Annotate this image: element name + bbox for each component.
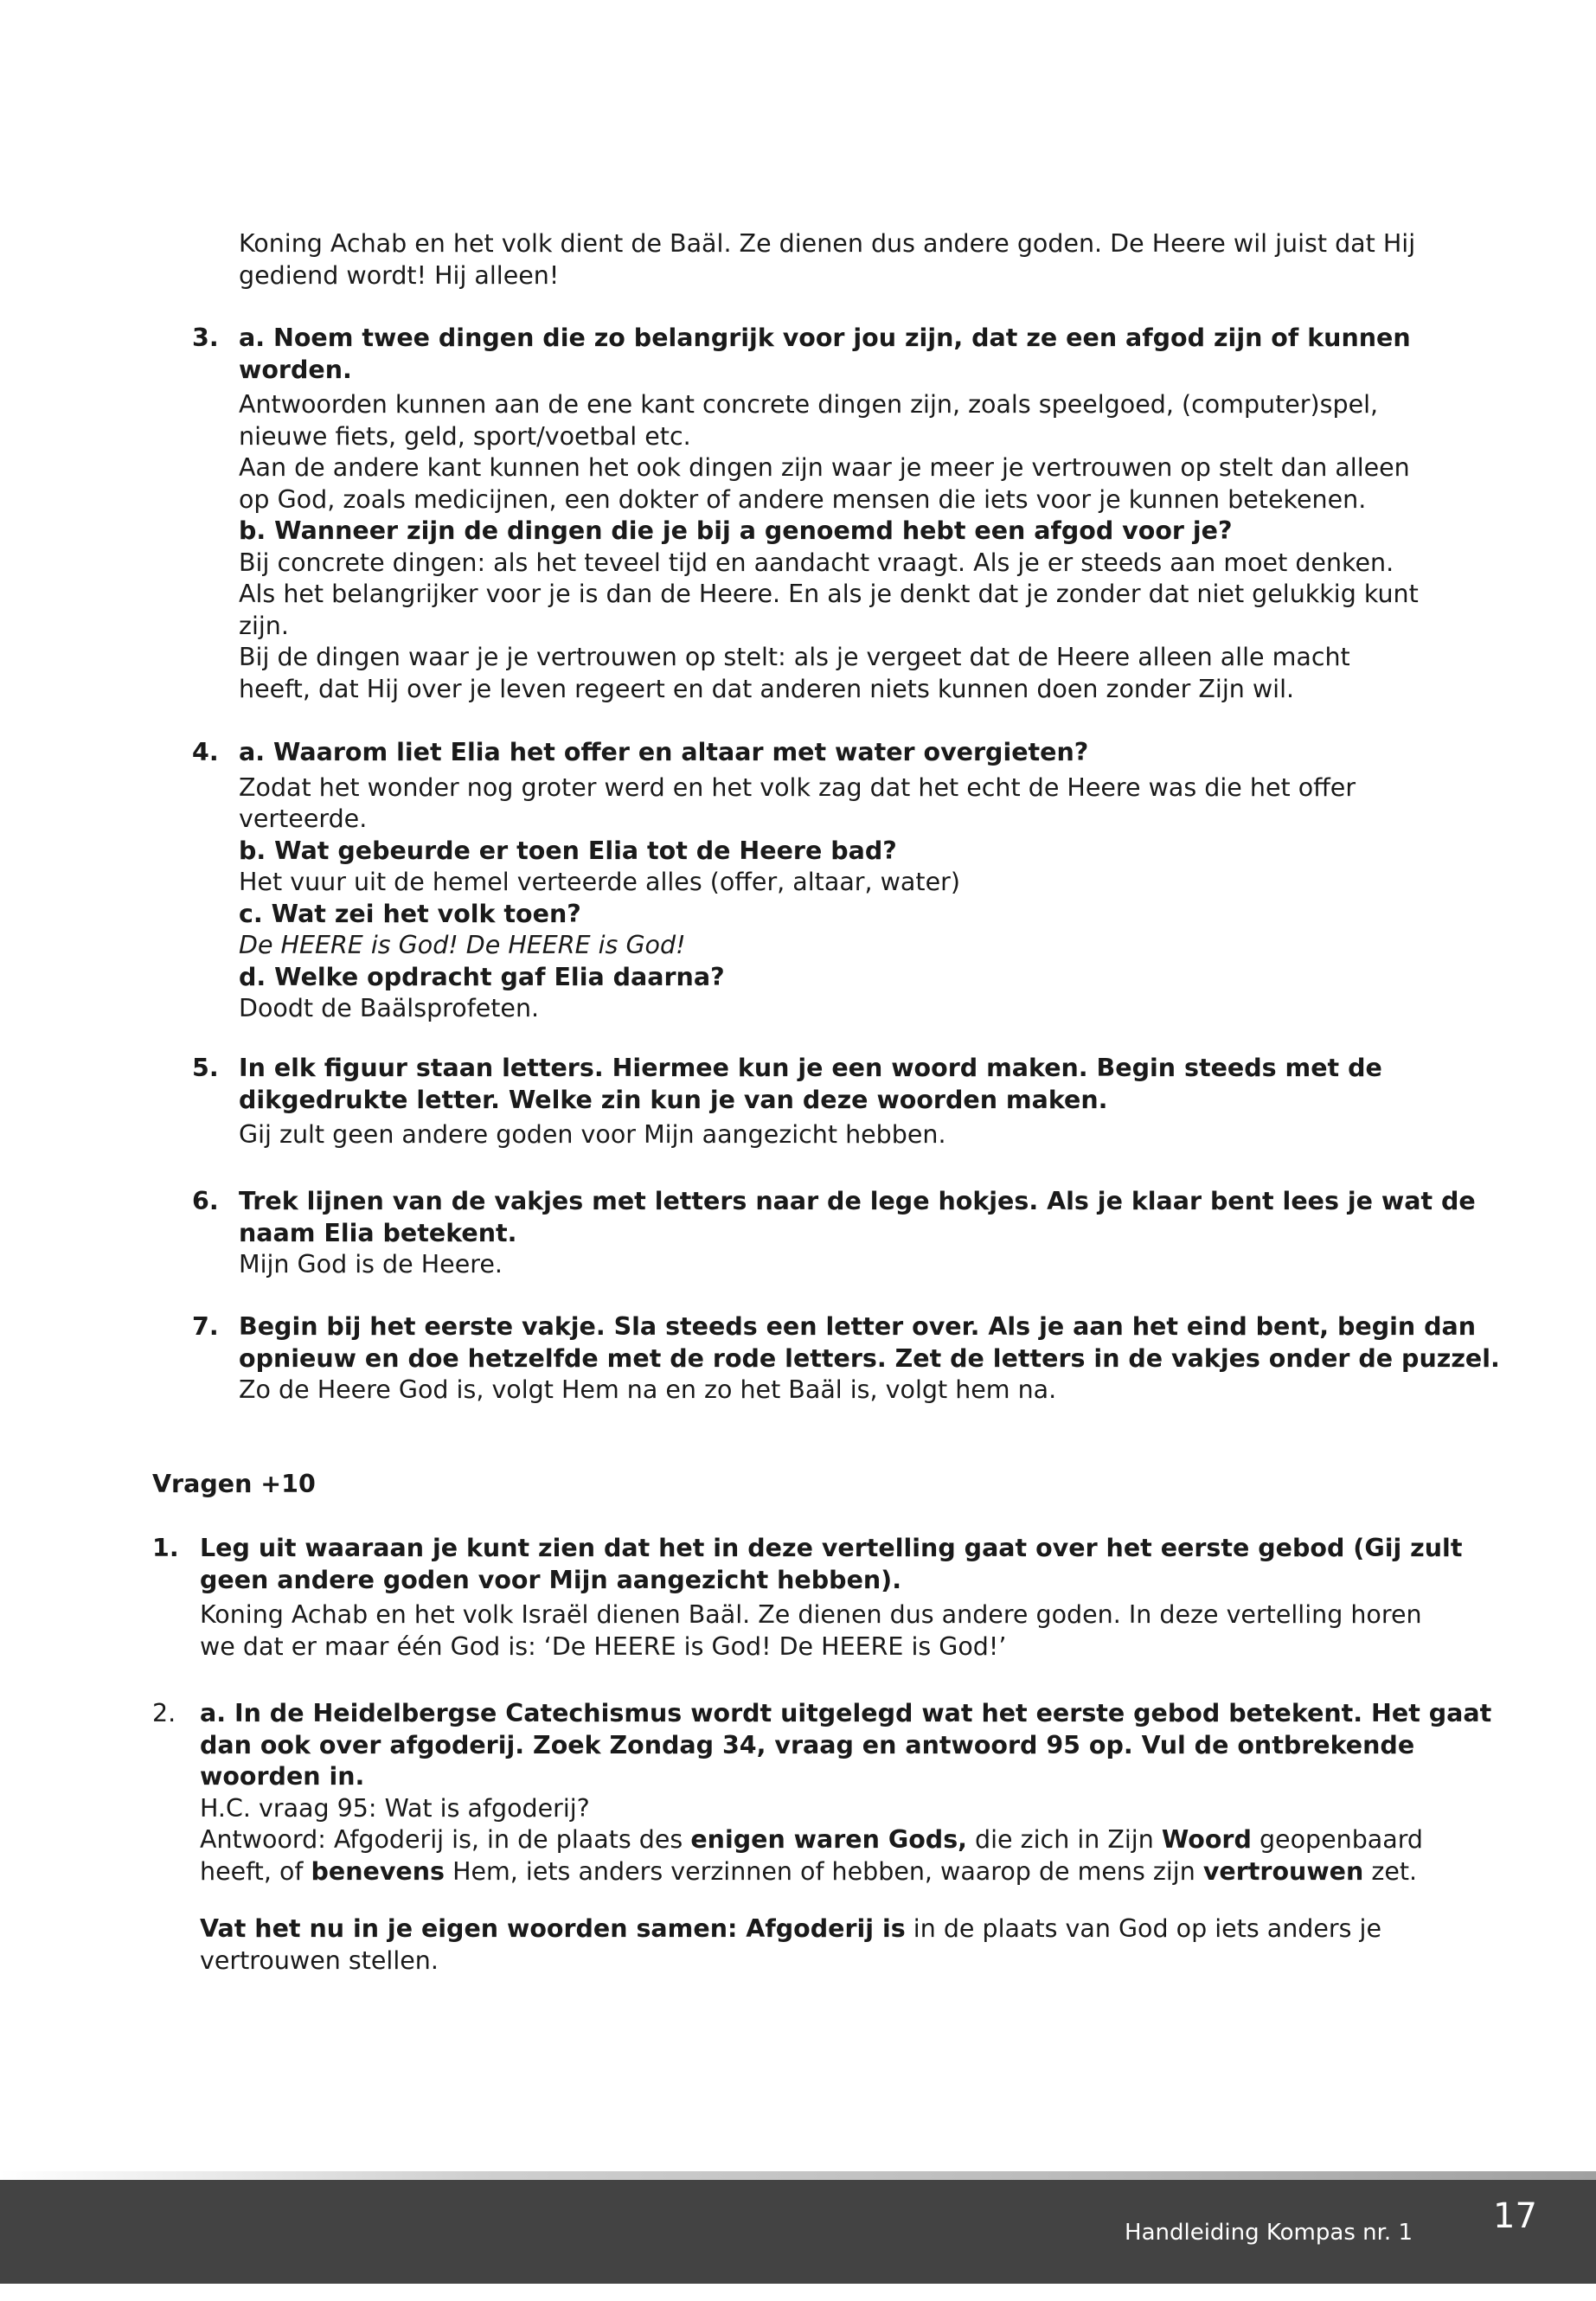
question-4: [239, 737, 1356, 1025]
answer-3a: Aan de andere kant kunnen het ook dingen zijn waar je meer je vertrouwen op stelt dan alleen: [239, 453, 1410, 482]
hc-answer-text: heeft, of: [200, 1856, 311, 1886]
summary-line-1: [200, 1913, 1381, 1945]
answer-7: Zo de Heere God is, volgt Hem na en zo het Baäl is, volgt hem na.: [239, 1375, 1057, 1404]
question-3b: b. Wanneer zijn de dingen die je bij a genoemd hebt een afgod voor je?: [239, 516, 1233, 545]
answer-3b: zijn.: [239, 611, 289, 640]
hc-answer-line-1: [200, 1824, 1491, 1856]
question-5-text: dikgedrukte letter. Welke zin kun je van deze woorden maken.: [239, 1085, 1108, 1114]
question-5-text: In elk figuur staan letters. Hiermee kun je een woord maken. Begin steeds met de: [239, 1054, 1382, 1082]
answer-3b: Bij de dingen waar je je vertrouwen op stelt: als je vergeet dat de Heere alleen alle macht: [239, 643, 1350, 671]
hc-answer-filled-word: vertrouwen: [1202, 1856, 1364, 1886]
plus-question-number-2: 2.: [152, 1699, 176, 1727]
intro-line: Koning Achab en het volk dient de Baäl. Ze dienen dus andere goden. De Heere wil juist dat Hij: [239, 229, 1416, 258]
question-3: [239, 323, 1419, 705]
question-4a: a. Waarom liet Elia het offer en altaar met water overgieten?: [239, 738, 1089, 766]
answer-3b: Bij concrete dingen: als het teveel tijd en aandacht vraagt. Als je er steeds aan moet denken.: [239, 548, 1394, 577]
hc-answer-text: Hem, iets anders verzinnen of hebben, waarop de mens zijn: [445, 1856, 1203, 1886]
question-4b: b. Wat gebeurde er toen Elia tot de Heere bad?: [239, 836, 897, 865]
summary-prompt: Vat het nu in je eigen woorden samen: Afgoderij is: [200, 1914, 906, 1943]
summary-line-2: vertrouwen stellen.: [200, 1945, 439, 1975]
question-number-3: 3.: [192, 324, 219, 352]
plus-question-2-text: woorden in.: [200, 1762, 365, 1791]
question-7-text: opnieuw en doe hetzelfde met de rode letters. Zet de letters in de vakjes onder de puzzel.: [239, 1343, 1500, 1373]
answer-3a: op God, zoals medicijnen, een dokter of andere mensen die iets voor je kunnen betekenen.: [239, 484, 1367, 514]
question-number-7: 7.: [192, 1312, 219, 1341]
plus-question-1: [200, 1533, 1462, 1663]
answer-4d: Doodt de Baälsprofeten.: [239, 994, 540, 1022]
hc-answer-text: geopenbaard: [1251, 1825, 1424, 1854]
hc-answer-filled-word: benevens: [311, 1856, 445, 1886]
hc-answer-line-2: [200, 1856, 1491, 1888]
hc-answer-text: die zich in Zijn: [966, 1825, 1162, 1854]
answer-3a: nieuwe fiets, geld, sport/voetbal etc.: [239, 421, 691, 451]
answer-4b: Het vuur uit de hemel verteerde alles (offer, altaar, water): [239, 868, 960, 896]
question-number-5: 5.: [192, 1054, 219, 1082]
answer-4a: verteerde.: [239, 804, 368, 833]
question-3a: worden.: [239, 355, 352, 384]
summary-answer: in de plaats van God op iets anders je: [905, 1914, 1381, 1943]
answer-6: Mijn God is de Heere.: [239, 1250, 503, 1279]
plus-question-2-text: a. In de Heidelbergse Catechismus wordt uitgelegd wat het eerste gebod betekent. Het gaat: [200, 1699, 1492, 1727]
plus-question-1-text: Leg uit waaraan je kunt zien dat het in deze vertelling gaat over het eerste gebod (Gij zult: [200, 1534, 1463, 1562]
plus-answer-1: Koning Achab en het volk Israël dienen Baäl. Ze dienen dus andere goden. In deze vertelling horen: [200, 1600, 1422, 1629]
plus-answer-1: we dat er maar één God is: ‘De HEERE is God! De HEERE is God!’: [200, 1631, 1007, 1661]
question-6: [239, 1186, 1476, 1281]
section-title: Vragen +10: [152, 1470, 316, 1498]
hc-answer-filled-word: enigen waren Gods,: [690, 1825, 967, 1854]
plus-question-number-1: 1.: [152, 1534, 179, 1562]
footer-title: Handleiding Kompas nr. 1: [1125, 2220, 1413, 2246]
plus-question-1-text: geen andere goden voor Mijn aangezicht hebben).: [200, 1565, 902, 1594]
question-3a: a. Noem twee dingen die zo belangrijk voor jou zijn, dat ze een afgod zijn of kunnen: [239, 324, 1411, 352]
intro-paragraph: [239, 228, 1415, 292]
hc-answer-text: zet.: [1363, 1856, 1418, 1886]
question-5: [239, 1053, 1382, 1151]
hc-question: H.C. vraag 95: Wat is afgoderij?: [200, 1793, 590, 1823]
answer-5: Gij zult geen andere goden voor Mijn aangezicht hebben.: [239, 1120, 946, 1149]
intro-line: gediend wordt! Hij alleen!: [239, 260, 560, 290]
question-number-6: 6.: [192, 1187, 219, 1215]
question-number-4: 4.: [192, 738, 219, 766]
hc-answer-filled-word: Woord: [1161, 1825, 1252, 1854]
plus-question-2: [200, 1698, 1491, 1888]
plus-question-2-text: dan ook over afgoderij. Zoek Zondag 34, vraag en antwoord 95 op. Vul de ontbrekende: [200, 1730, 1415, 1759]
page-number: 17: [1493, 2196, 1537, 2236]
footer-divider: [0, 2171, 1596, 2180]
question-4d: d. Welke opdracht gaf Elia daarna?: [239, 962, 725, 991]
summary-paragraph: [200, 1913, 1381, 1977]
hc-answer-text: Antwoord: Afgoderij is, in de plaats des: [200, 1825, 691, 1854]
answer-3b: heeft, dat Hij over je leven regeert en dat anderen niets kunnen doen zonder Zijn wil.: [239, 674, 1295, 703]
question-4c: c. Wat zei het volk toen?: [239, 899, 581, 928]
question-7: [239, 1311, 1500, 1407]
question-6-text: naam Elia betekent.: [239, 1218, 517, 1247]
answer-3a: Antwoorden kunnen aan de ene kant concrete dingen zijn, zoals speelgoed, (computer)spel,: [239, 390, 1379, 419]
answer-4a: Zodat het wonder nog groter werd en het volk zag dat het echt de Heere was die het offer: [239, 772, 1356, 802]
question-6-text: Trek lijnen van de vakjes met letters naar de lege hokjes. Als je klaar bent lees je wat de: [239, 1187, 1476, 1215]
question-7-text: Begin bij het eerste vakje. Sla steeds een letter over. Als je aan het eind bent, begin dan: [239, 1312, 1477, 1341]
answer-3b: Als het belangrijker voor je is dan de Heere. En als je denkt dat je zonder dat niet gelukkig kunt: [239, 580, 1419, 608]
answer-4c: De HEERE is God! De HEERE is God!: [239, 931, 686, 959]
